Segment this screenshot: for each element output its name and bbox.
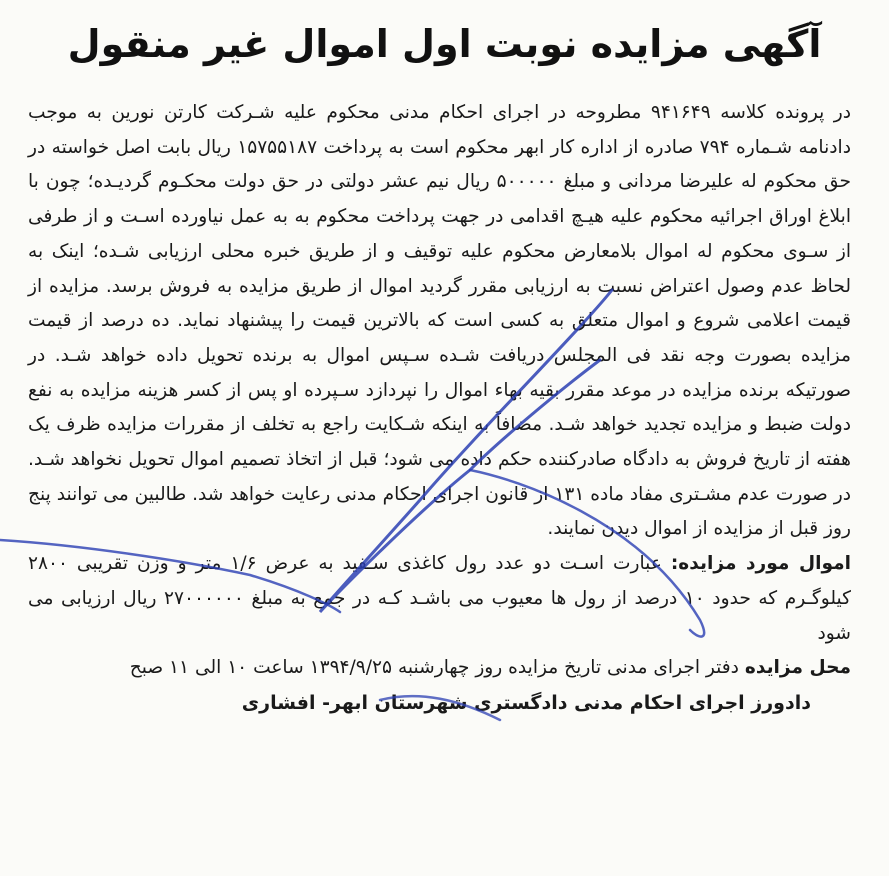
notice-body <box>28 96 851 721</box>
main-paragraph: در پرونده کلاسه ۹۴۱۶۴۹ مطروحه در اجرای احکام مدنی محکوم علیه شـرکت کارتن نورین به موجب دادنامه شـماره ۷۹۴ صادره از اداره کار ابهر محکوم است به پرداخت ۱۵۷۵۵۱۸۷ ریال بابت اصل خواسته در حق محکوم له علیرضا مردانی و مبلغ ۵۰۰۰۰۰ ریال نیم عشر دولتی در حق دولت محکـوم گردیـده؛ چون با ابلاغ اوراق اجرائیه محکوم علیه هیـچ اقدامی در جهت پرداخت محکوم به به عمل نیاورده اسـت و از طرفی از سـوی محکوم له اموال بلامعارض محکوم علیه توقیف و از طریق خبره محلی ارزیابی شـده؛ اینک به لحاظ عدم وصول اعتراض نسبت به ارزیابی مقرر گردید اموال از طریق مزایده به فروش برسد. مزایده از قیمت اعلامی شروع و اموال متعلق به کسی است که بالاترین قیمت را پیشنهاد نماید. ده درصد از قیمت مزایده بصورت وجه نقد فی المجلس دریافت شـده سـپس اموال به برنده تحویل داده خواهد شـد. در صورتیکه برنده مزایده در موعد مقرر بقیه بهاء اموال را نپردازد سـپرده او پس از کسر هزینه مزایده به نفع دولت ضبط و مزایده تجدید خواهد شـد. مضافاً به اینکه شـکایت راجع به تخلف از مقررات مزایده ظرف یک هفته از تاریخ فروش به دادگاه صادرکننده حکم داده می شود؛ قبل از اتخاذ تصمیم اموال تحویل نخواهد شـد. در صورت عدم مشـتری مفاد ماده ۱۳۱ از قانون اجرای احکام مدنی رعایت خواهد شد. طالبین می توانند پنج روز قبل از مزایده از اموال دیدن نمایند. <box>28 102 852 540</box>
auction-item-text: عبارت اسـت دو عدد رول کاغذی سـفید به عرض ۱/۶ متر و وزن تقریبی ۲۸۰۰ کیلوگـرم که حدود ۱۰ درصد از رول ها معیوب می باشـد کـه در جمع به مبلغ ۲۷۰۰۰۰۰۰ ریال ارزیابی می شود <box>28 553 851 644</box>
auction-item-label: اموال مورد مزایده: <box>670 553 852 575</box>
auction-place-paragraph <box>28 651 851 686</box>
auction-place-text: دفتر اجرای مدنی تاریخ مزایده روز چهارشنبه ۱۳۹۴/۹/۲۵ ساعت ۱۰ الی ۱۱ صبح <box>129 657 745 679</box>
signature-line: دادورز اجرای احکام مدنی دادگستری شهرستان ابهر- افشاری <box>241 691 811 714</box>
auction-place-label: محل مزایده <box>744 657 851 679</box>
notice-title: آگهی مزایده نوبت اول اموال غیر منقول <box>67 22 822 66</box>
auction-item-paragraph <box>28 547 851 651</box>
